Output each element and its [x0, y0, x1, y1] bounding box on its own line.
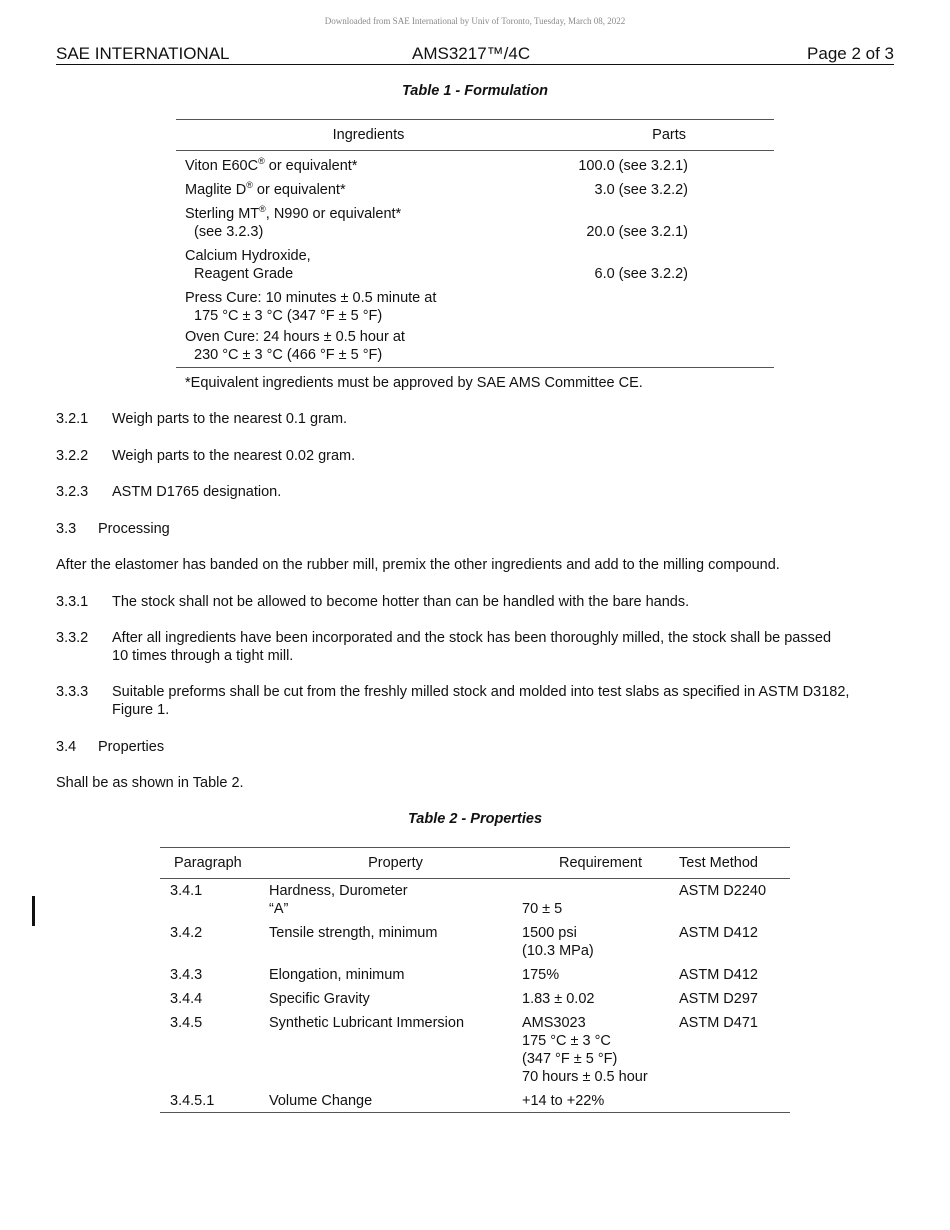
paragraph-number: 3.2.3: [56, 484, 89, 500]
ingredient-cell: Sterling MT®, N990 or equivalent* (see 3.2.3): [185, 204, 402, 240]
paragraph-text: Weigh parts to the nearest 0.1 gram.: [112, 411, 348, 427]
property-cell: Synthetic Lubricant Immersion: [269, 1015, 465, 1031]
property-cell: Elongation, minimum: [269, 967, 405, 983]
registered-mark: ®: [258, 156, 265, 167]
paragraph-number: 3.2.2: [56, 448, 89, 464]
ingredient-cell: Maglite D® or equivalent*: [185, 180, 346, 198]
col-paragraph: Paragraph: [160, 848, 269, 879]
header-org: SAE INTERNATIONAL: [56, 44, 230, 63]
parts-cell: [561, 283, 774, 325]
table-row: [176, 175, 774, 199]
page-header: [56, 44, 894, 65]
table-row: [160, 966, 790, 990]
header-page-number: Page 2 of 3: [807, 44, 894, 63]
table-row: [160, 879, 790, 919]
paragraph-number: 3.3.1: [56, 594, 89, 610]
paragraph-text: The stock shall not be allowed to become hotter than can be handled with the bare hands.: [112, 594, 690, 610]
section-number: 3.3: [56, 521, 77, 537]
paragraph-cell: 3.4.2: [170, 925, 203, 941]
table-row: [176, 151, 774, 176]
paragraph-number: 3.3.3: [56, 684, 89, 700]
ingredient-cell: Press Cure: 10 minutes ± 0.5 minute at 175 °C ± 3 °C (347 °F ± 5 °F): [185, 290, 437, 324]
paragraph-cell: 3.4.5.1: [160, 1092, 269, 1113]
paragraph-text: ASTM D1765 designation.: [112, 484, 282, 500]
parts-cell: [561, 325, 774, 368]
requirement-cell: 175%: [522, 967, 560, 983]
properties-table: [160, 847, 790, 1113]
processing-body: After the elastomer has banded on the rubber mill, premix the other ingredients and add to the milling compound.: [56, 557, 780, 573]
requirement-cell: 70 ± 5: [522, 901, 563, 917]
table-row: [176, 241, 774, 283]
table-row: [160, 1092, 790, 1113]
parts-cell: 20.0 (see 3.2.1): [586, 224, 688, 240]
paragraph-cell: 3.4.3: [170, 967, 203, 983]
table-row: [176, 199, 774, 241]
paragraph-number: 3.3.2: [56, 630, 89, 646]
requirement-cell: 1500 psi (10.3 MPa): [522, 925, 594, 959]
paragraph-number: 3.2.1: [56, 411, 89, 427]
table-footnote: *Equivalent ingredients must be approved by SAE AMS Committee CE.: [185, 375, 643, 391]
property-cell: Specific Gravity: [269, 991, 370, 1007]
revision-change-bar: [32, 896, 35, 926]
formulation-table: [176, 119, 774, 392]
requirement-cell: AMS3023 175 °C ± 3 °C (347 °F ± 5 °F) 70 hours ± 0.5 hour: [522, 1015, 648, 1085]
section-title: Processing: [98, 521, 170, 537]
paragraph-cell: 3.4.4: [170, 991, 203, 1007]
table1-caption: Table 1 - Formulation: [401, 83, 549, 99]
paragraph-text: After all ingredients have been incorporated and the stock has been thoroughly milled, the stock shall be passed 10 times through a tight mill.: [112, 630, 832, 664]
paragraph-text: Suitable preforms shall be cut from the freshly milled stock and molded into test slabs as specified in ASTM D3182, Figure 1.: [112, 684, 850, 718]
col-requirement: Requirement: [522, 848, 679, 879]
registered-mark: ®: [259, 204, 266, 215]
section-title: Properties: [98, 739, 165, 755]
section-number: 3.4: [56, 739, 77, 755]
requirement-cell: +14 to +22%: [522, 1092, 679, 1113]
test-method-cell: ASTM D412: [679, 967, 758, 983]
paragraph-text: Weigh parts to the nearest 0.02 gram.: [112, 448, 356, 464]
test-method-cell: ASTM D471: [679, 1015, 758, 1031]
col-parts: Parts: [561, 120, 774, 151]
test-method-cell: ASTM D297: [679, 991, 758, 1007]
property-cell: Hardness, Durometer “A”: [269, 883, 408, 917]
table2-caption: Table 2 - Properties: [407, 811, 543, 827]
parts-cell: 6.0 (see 3.2.2): [594, 266, 688, 282]
table-row: [176, 283, 774, 325]
registered-mark: ®: [246, 180, 253, 191]
header-doc-number: AMS3217™/4C: [412, 44, 531, 63]
property-cell: Volume Change: [269, 1092, 522, 1113]
table-row: [176, 325, 774, 368]
test-method-cell: ASTM D412: [679, 925, 758, 941]
ingredient-cell: Viton E60C® or equivalent*: [185, 156, 358, 174]
ingredient-cell: Calcium Hydroxide, Reagent Grade: [185, 248, 311, 282]
requirement-cell: 1.83 ± 0.02: [522, 991, 595, 1007]
property-cell: Tensile strength, minimum: [269, 925, 438, 941]
download-watermark: Downloaded from SAE International by Univ of Toronto, Tuesday, March 08, 2022: [324, 16, 626, 26]
test-method-cell: [679, 1092, 790, 1113]
table-note-row: [176, 368, 774, 393]
table-row: [160, 924, 790, 960]
parts-cell: 3.0 (see 3.2.2): [594, 182, 688, 198]
table-row: [160, 990, 790, 1014]
paragraph-cell: 3.4.5: [170, 1015, 203, 1031]
col-property: Property: [269, 848, 522, 879]
col-test-method: Test Method: [679, 848, 790, 879]
table-row: [160, 1014, 790, 1086]
test-method-cell: ASTM D2240: [679, 883, 767, 899]
paragraph-cell: 3.4.1: [170, 883, 203, 899]
parts-cell: 100.0 (see 3.2.1): [578, 158, 688, 174]
col-ingredients: Ingredients: [176, 120, 561, 151]
ingredient-cell: Oven Cure: 24 hours ± 0.5 hour at 230 °C ± 3 °C (466 °F ± 5 °F): [176, 325, 561, 368]
properties-body: Shall be as shown in Table 2.: [56, 775, 244, 791]
